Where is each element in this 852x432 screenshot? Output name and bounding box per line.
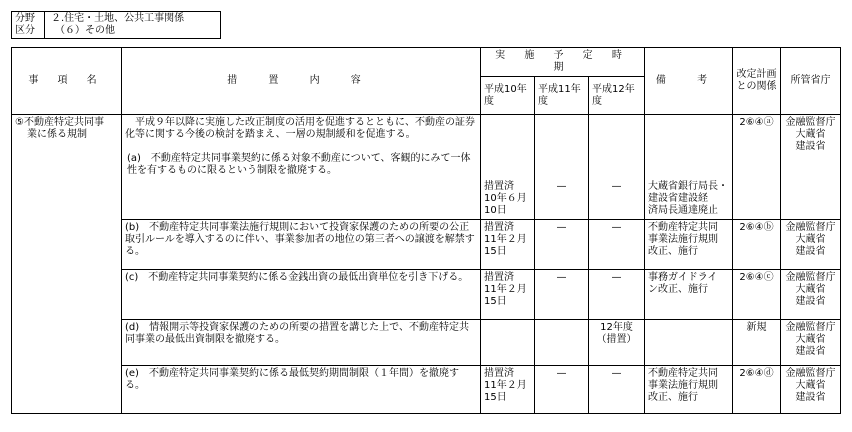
remarks-c-line2: ン改正、施行 <box>648 284 708 295</box>
fy10-b-line2: 11年２月 <box>484 234 527 245</box>
remarks-a-line3: 済局長通達廃止 <box>648 205 718 216</box>
ministry-cell-d <box>781 320 841 366</box>
table-row <box>12 220 841 270</box>
remarks-b-line2: 事業法施行規則 <box>648 234 718 245</box>
column-header-relation <box>733 48 781 115</box>
column-header-measure: 措 置 内 容 <box>122 48 481 115</box>
column-header-fy10 <box>481 77 535 115</box>
fy11-cell-b: — <box>535 220 589 270</box>
fy10-cell-d <box>481 320 535 366</box>
remarks-cell-d <box>645 320 733 366</box>
table-row <box>12 270 841 320</box>
fy10-a-line1: 措置済 <box>484 181 514 192</box>
relation-cell-d: 新規 <box>733 320 781 366</box>
fy10-a-line3: 10日 <box>484 205 507 216</box>
remarks-c-line1: 事務ガイドライ <box>648 272 718 283</box>
ministry-e-2: 大蔵省 <box>795 380 826 391</box>
item-name-line1: ⑤不動産特定共同事 <box>15 117 104 128</box>
column-header-remarks: 備 考 <box>645 48 733 115</box>
column-header-item: 事 項 名 <box>12 48 122 115</box>
table-row <box>12 115 841 220</box>
fy11-cell-d <box>535 320 589 366</box>
ministry-e-3: 建設省 <box>795 392 826 403</box>
fy10-header-line2: 度 <box>484 95 494 107</box>
ministry-e-1: 金融監督庁 <box>785 368 836 379</box>
fy10-e-line1: 措置済 <box>484 368 514 379</box>
column-header-schedule: 実 施 予 定 時 期 <box>481 48 645 77</box>
field-value-cell <box>45 12 221 39</box>
fy12-header-line2: 度 <box>592 95 602 107</box>
fy12-cell-a: — <box>589 115 645 220</box>
ministry-b-2: 大蔵省 <box>795 234 826 245</box>
fy10-a-line2: 10年６月 <box>484 193 527 204</box>
field-label-line1: 分野 <box>15 13 35 24</box>
fy10-cell-b <box>481 220 535 270</box>
fy12-cell-c: — <box>589 270 645 320</box>
ministry-a-3: 建設省 <box>795 141 826 152</box>
fy11-header-line1: 平成11年 <box>538 83 581 95</box>
remarks-cell-e <box>645 366 733 414</box>
ministry-c-1: 金融監督庁 <box>785 272 836 283</box>
fy10-c-line3: 15日 <box>484 296 507 307</box>
ministry-cell-b <box>781 220 841 270</box>
remarks-e-line2: 事業法施行規則 <box>648 380 718 391</box>
remarks-cell-a <box>645 115 733 220</box>
measure-cell-a <box>122 115 481 220</box>
remarks-b-line3: 改正、施行 <box>648 246 698 257</box>
field-label-line2: 区分 <box>15 25 35 36</box>
fy12-cell-e: — <box>589 366 645 414</box>
relation-cell-a: 2⑥④ⓐ <box>733 115 781 220</box>
relation-cell-c: 2⑥④ⓒ <box>733 270 781 320</box>
fy12-cell-b: — <box>589 220 645 270</box>
ministry-b-1: 金融監督庁 <box>785 222 836 233</box>
remarks-e-line1: 不動産特定共同 <box>648 368 718 379</box>
column-header-fy12 <box>589 77 645 115</box>
fy12-header-line1: 平成12年 <box>592 83 635 95</box>
ministry-cell-a <box>781 115 841 220</box>
item-name-cell <box>12 115 122 414</box>
ministry-a-2: 大蔵省 <box>795 129 826 140</box>
fy12-d-line1: 12年度 <box>600 322 633 333</box>
item-name-line2: 業に係る規制 <box>27 129 87 140</box>
remarks-b-line1: 不動産特定共同 <box>648 222 718 233</box>
field-value-line2: （６）その他 <box>55 25 115 36</box>
relation-cell-e: 2⑥④ⓓ <box>733 366 781 414</box>
measure-cell-b: (b) 不動産特定共同事業法施行規則において投資家保護のための所要の公正取引ルールを導入するのに伴い、事業参加者の地位の第三者への譲渡を解禁する。 <box>122 220 481 270</box>
ministry-c-2: 大蔵省 <box>795 284 826 295</box>
fy10-c-line1: 措置済 <box>484 272 514 283</box>
ministry-a-1: 金融監督庁 <box>785 117 836 128</box>
remarks-e-line3: 改正、施行 <box>648 392 698 403</box>
ministry-cell-e <box>781 366 841 414</box>
measure-text-a: (a) 不動産特定共同事業契約に係る対象不動産について、客観的にみて一体性を有するものに限るという制限を撤廃する。 <box>127 153 471 176</box>
table-row <box>12 320 841 366</box>
column-header-fy11 <box>535 77 589 115</box>
measures-table <box>11 47 841 414</box>
measure-cell-d: (d) 情報開示等投資家保護のための所要の措置を講じた上で、不動産特定共同事業の最低出資制限を撤廃する。 <box>122 320 481 366</box>
fy10-e-line3: 15日 <box>484 392 507 403</box>
fy12-cell-d <box>589 320 645 366</box>
ministry-b-3: 建設省 <box>795 246 826 257</box>
ministry-d-2: 大蔵省 <box>795 334 826 345</box>
fy10-cell-a <box>481 115 535 220</box>
measure-cell-c: (c) 不動産特定共同事業契約に係る金銭出資の最低出資単位を引き下げる。 <box>122 270 481 320</box>
fy10-cell-e <box>481 366 535 414</box>
fy11-cell-a: — <box>535 115 589 220</box>
fy11-cell-e: — <box>535 366 589 414</box>
remarks-cell-c <box>645 270 733 320</box>
fy11-cell-c: — <box>535 270 589 320</box>
fy10-c-line2: 11年２月 <box>484 284 527 295</box>
remarks-cell-b <box>645 220 733 270</box>
remarks-a-line1: 大蔵省銀行局長・ <box>648 181 728 192</box>
relation-header-line1: 改定計画 <box>736 69 777 80</box>
fy12-d-line2: （措置） <box>596 334 637 345</box>
ministry-d-1: 金融監督庁 <box>785 322 836 333</box>
table-row <box>12 366 841 414</box>
ministry-cell-c <box>781 270 841 320</box>
relation-header-line2: との関係 <box>736 81 777 92</box>
remarks-a-line2: 建設省建設経 <box>648 193 708 204</box>
fy10-b-line3: 15日 <box>484 246 507 257</box>
fy10-e-line2: 11年２月 <box>484 380 527 391</box>
column-header-ministry: 所管省庁 <box>781 48 841 115</box>
field-header <box>11 11 221 39</box>
fy10-b-line1: 措置済 <box>484 222 514 233</box>
ministry-d-3: 建設省 <box>795 346 826 357</box>
ministry-c-3: 建設省 <box>795 296 826 307</box>
relation-cell-b: 2⑥④ⓑ <box>733 220 781 270</box>
measure-cell-e: (e) 不動産特定共同事業契約に係る最低契約期間制限（１年間）を撤廃する。 <box>122 366 481 414</box>
fy10-cell-c <box>481 270 535 320</box>
field-value-line1: ２.住宅・土地、公共工事関係 <box>51 13 185 24</box>
field-label-cell <box>12 12 45 39</box>
fy10-header-line1: 平成10年 <box>484 83 527 95</box>
intro-text: 平成９年以降に実施した改正制度の活用を促進するとともに、不動産の証券化等に関する今後の検討を踏まえ、一層の規制緩和を促進する。 <box>125 117 475 140</box>
fy11-header-line2: 度 <box>538 95 548 107</box>
